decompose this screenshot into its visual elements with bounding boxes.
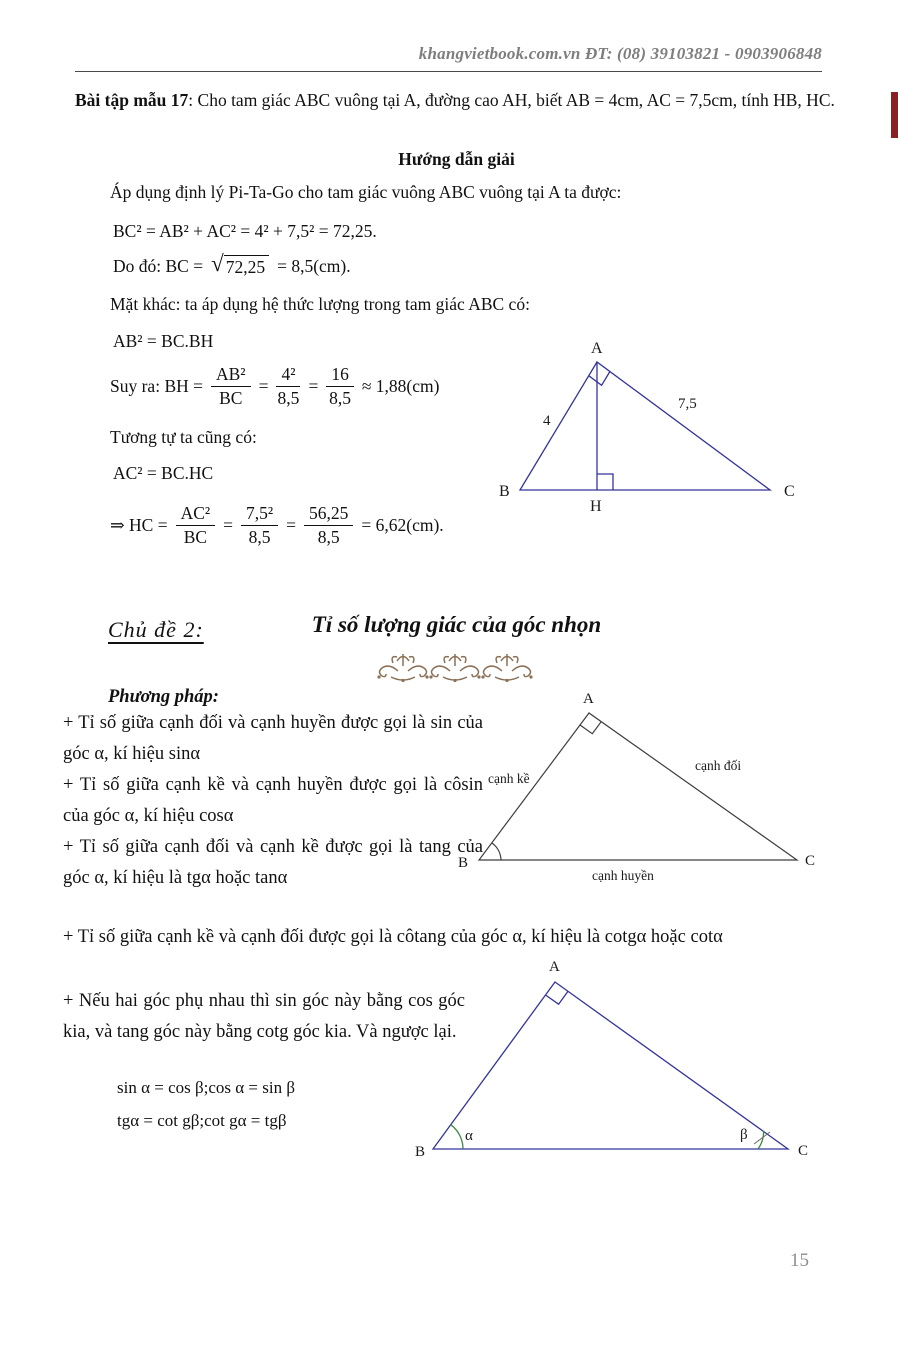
red-edge-marker — [891, 92, 898, 138]
equals-sign: = — [223, 514, 234, 535]
fraction-numerator: 16 — [326, 364, 354, 387]
foot-label-h: H — [590, 498, 602, 515]
bh-prefix: Suy ra: BH = — [110, 375, 203, 396]
fraction-numerator: 56,25 — [304, 503, 353, 526]
fraction-numerator: AC² — [176, 503, 216, 526]
ornament-flourish — [377, 651, 533, 685]
equation-ac2: AC² = BC.HC — [113, 463, 214, 483]
triangle-outline — [433, 982, 788, 1149]
triangle-outline — [479, 713, 797, 860]
fraction — [326, 364, 354, 409]
right-angle-mark-a — [589, 372, 610, 386]
triangle-diagram-sides — [452, 686, 817, 886]
hc-prefix: ⇒ HC = — [110, 514, 168, 535]
formula-tg-cotg: tgα = cot gβ;cot gα = tgβ — [117, 1111, 287, 1130]
triangle-diagram-angles — [413, 953, 818, 1163]
fraction — [211, 364, 251, 409]
side-label-doi: cạnh đối — [695, 758, 742, 773]
side-length-ab: 4 — [543, 413, 551, 429]
fraction-numerator: AB² — [211, 364, 251, 387]
method-heading: Phương pháp: — [108, 687, 219, 707]
bullet-complementary: + Nếu hai góc phụ nhau thì sin góc này bằng cos góc kia, và tang góc này bằng cotg góc kia. Và ngược lại. — [63, 991, 465, 1042]
vertex-label-c: C — [798, 1143, 809, 1159]
side-label-huyen: cạnh huyền — [592, 868, 654, 883]
fraction-denominator: 8,5 — [329, 387, 351, 408]
vertex-label-b: B — [458, 855, 469, 871]
problem-text: : Cho tam giác ABC vuông tại A, đường cao AH, biết AB = 4cm, AC = 7,5cm, tính HB, HC. — [188, 90, 835, 110]
fraction-denominator: 8,5 — [277, 387, 300, 408]
bullet-tan: + Tỉ số giữa cạnh đối và cạnh kề được gọi là tang của góc α, kí hiệu là tgα hoặc tanα — [63, 837, 483, 888]
sqrt-expression — [211, 251, 269, 278]
topic-title: Tỉ số lượng giác của góc nhọn — [311, 612, 602, 637]
hc-result: = 6,62(cm). — [361, 514, 444, 535]
angle-label-alpha: α — [465, 1128, 473, 1144]
fraction — [304, 503, 353, 548]
equation-ab2: AB² = BC.BH — [113, 331, 214, 351]
right-angle-mark-h — [597, 474, 613, 490]
vertex-label-b: B — [499, 483, 510, 500]
solution-step-3: Tương tự ta cũng có: — [110, 427, 257, 447]
vertex-label-c: C — [805, 853, 816, 869]
fraction-denominator: BC — [219, 387, 243, 408]
vertex-label-c: C — [784, 483, 795, 500]
fraction — [241, 503, 278, 548]
side-label-ke: cạnh kề — [488, 771, 530, 786]
equation-pythagoras: BC² = AB² + AC² = 4² + 7,5² = 72,25. — [113, 221, 377, 241]
fraction — [176, 503, 216, 548]
formula-sin-cos: sin α = cos β;cos α = sin β — [117, 1078, 296, 1097]
vertex-label-b: B — [415, 1144, 426, 1160]
fraction-denominator: 8,5 — [248, 526, 271, 547]
sqrt-radicand: 72,25 — [224, 255, 269, 278]
bullet-sin: + Tỉ số giữa cạnh đối và cạnh huyền được gọi là sin của góc α, kí hiệu sinα — [63, 713, 483, 764]
problem-statement — [75, 85, 841, 116]
solution-heading: Hướng dẫn giải — [398, 149, 515, 169]
right-angle-mark-a — [580, 722, 601, 734]
sqrt-icon: √ — [211, 251, 224, 276]
angle-arc-alpha — [451, 1125, 463, 1149]
equation-hc — [110, 496, 444, 554]
fraction-numerator: 4² — [276, 364, 300, 387]
angle-label-beta: β — [740, 1127, 748, 1143]
fraction-denominator: BC — [183, 526, 208, 547]
fraction-denominator: 8,5 — [317, 526, 340, 547]
solution-step-1: Áp dụng định lý Pi-Ta-Go cho tam giác vuông ABC vuông tại A ta được: — [110, 182, 622, 202]
sqrt-prefix: Do đó: BC = — [113, 256, 204, 276]
fraction — [276, 364, 300, 409]
bullet-cotan: + Tỉ số giữa cạnh kề và cạnh đối được gọi là côtang của góc α, kí hiệu là cotgα hoặc cotα — [63, 927, 723, 947]
equals-sign: = — [258, 375, 269, 396]
header-text: khangvietbook.com.vn ĐT: (08) 39103821 - 0903906848 — [418, 44, 822, 63]
vertex-label-a: A — [591, 340, 603, 357]
bullet-cos: + Tỉ số giữa cạnh kề và cạnh huyền được gọi là côsin của góc α, kí hiệu cosα — [63, 775, 483, 826]
fraction-numerator: 7,5² — [241, 503, 278, 526]
header-divider — [75, 71, 822, 72]
sqrt-suffix: = 8,5(cm). — [277, 256, 351, 276]
side-length-ac: 7,5 — [678, 396, 697, 412]
solution-step-2: Mặt khác: ta áp dụng hệ thức lượng trong tam giác ABC có: — [110, 294, 530, 314]
triangle-outline — [520, 362, 770, 490]
vertex-label-a: A — [549, 959, 560, 975]
page-header — [0, 44, 822, 64]
vertex-label-a: A — [583, 691, 594, 707]
bh-result: ≈ 1,88(cm) — [361, 375, 440, 396]
angle-arc-b — [492, 843, 501, 860]
equals-sign: = — [286, 514, 297, 535]
equation-bh — [110, 357, 439, 415]
triangle-diagram-abh — [493, 333, 813, 518]
page-number: 15 — [790, 1250, 809, 1271]
topic-label: Chủ đề 2: — [108, 617, 204, 642]
right-angle-mark-a — [546, 991, 569, 1004]
problem-label: Bài tập mẫu 17 — [75, 90, 189, 110]
equals-sign: = — [308, 375, 319, 396]
equation-sqrt — [113, 251, 351, 278]
